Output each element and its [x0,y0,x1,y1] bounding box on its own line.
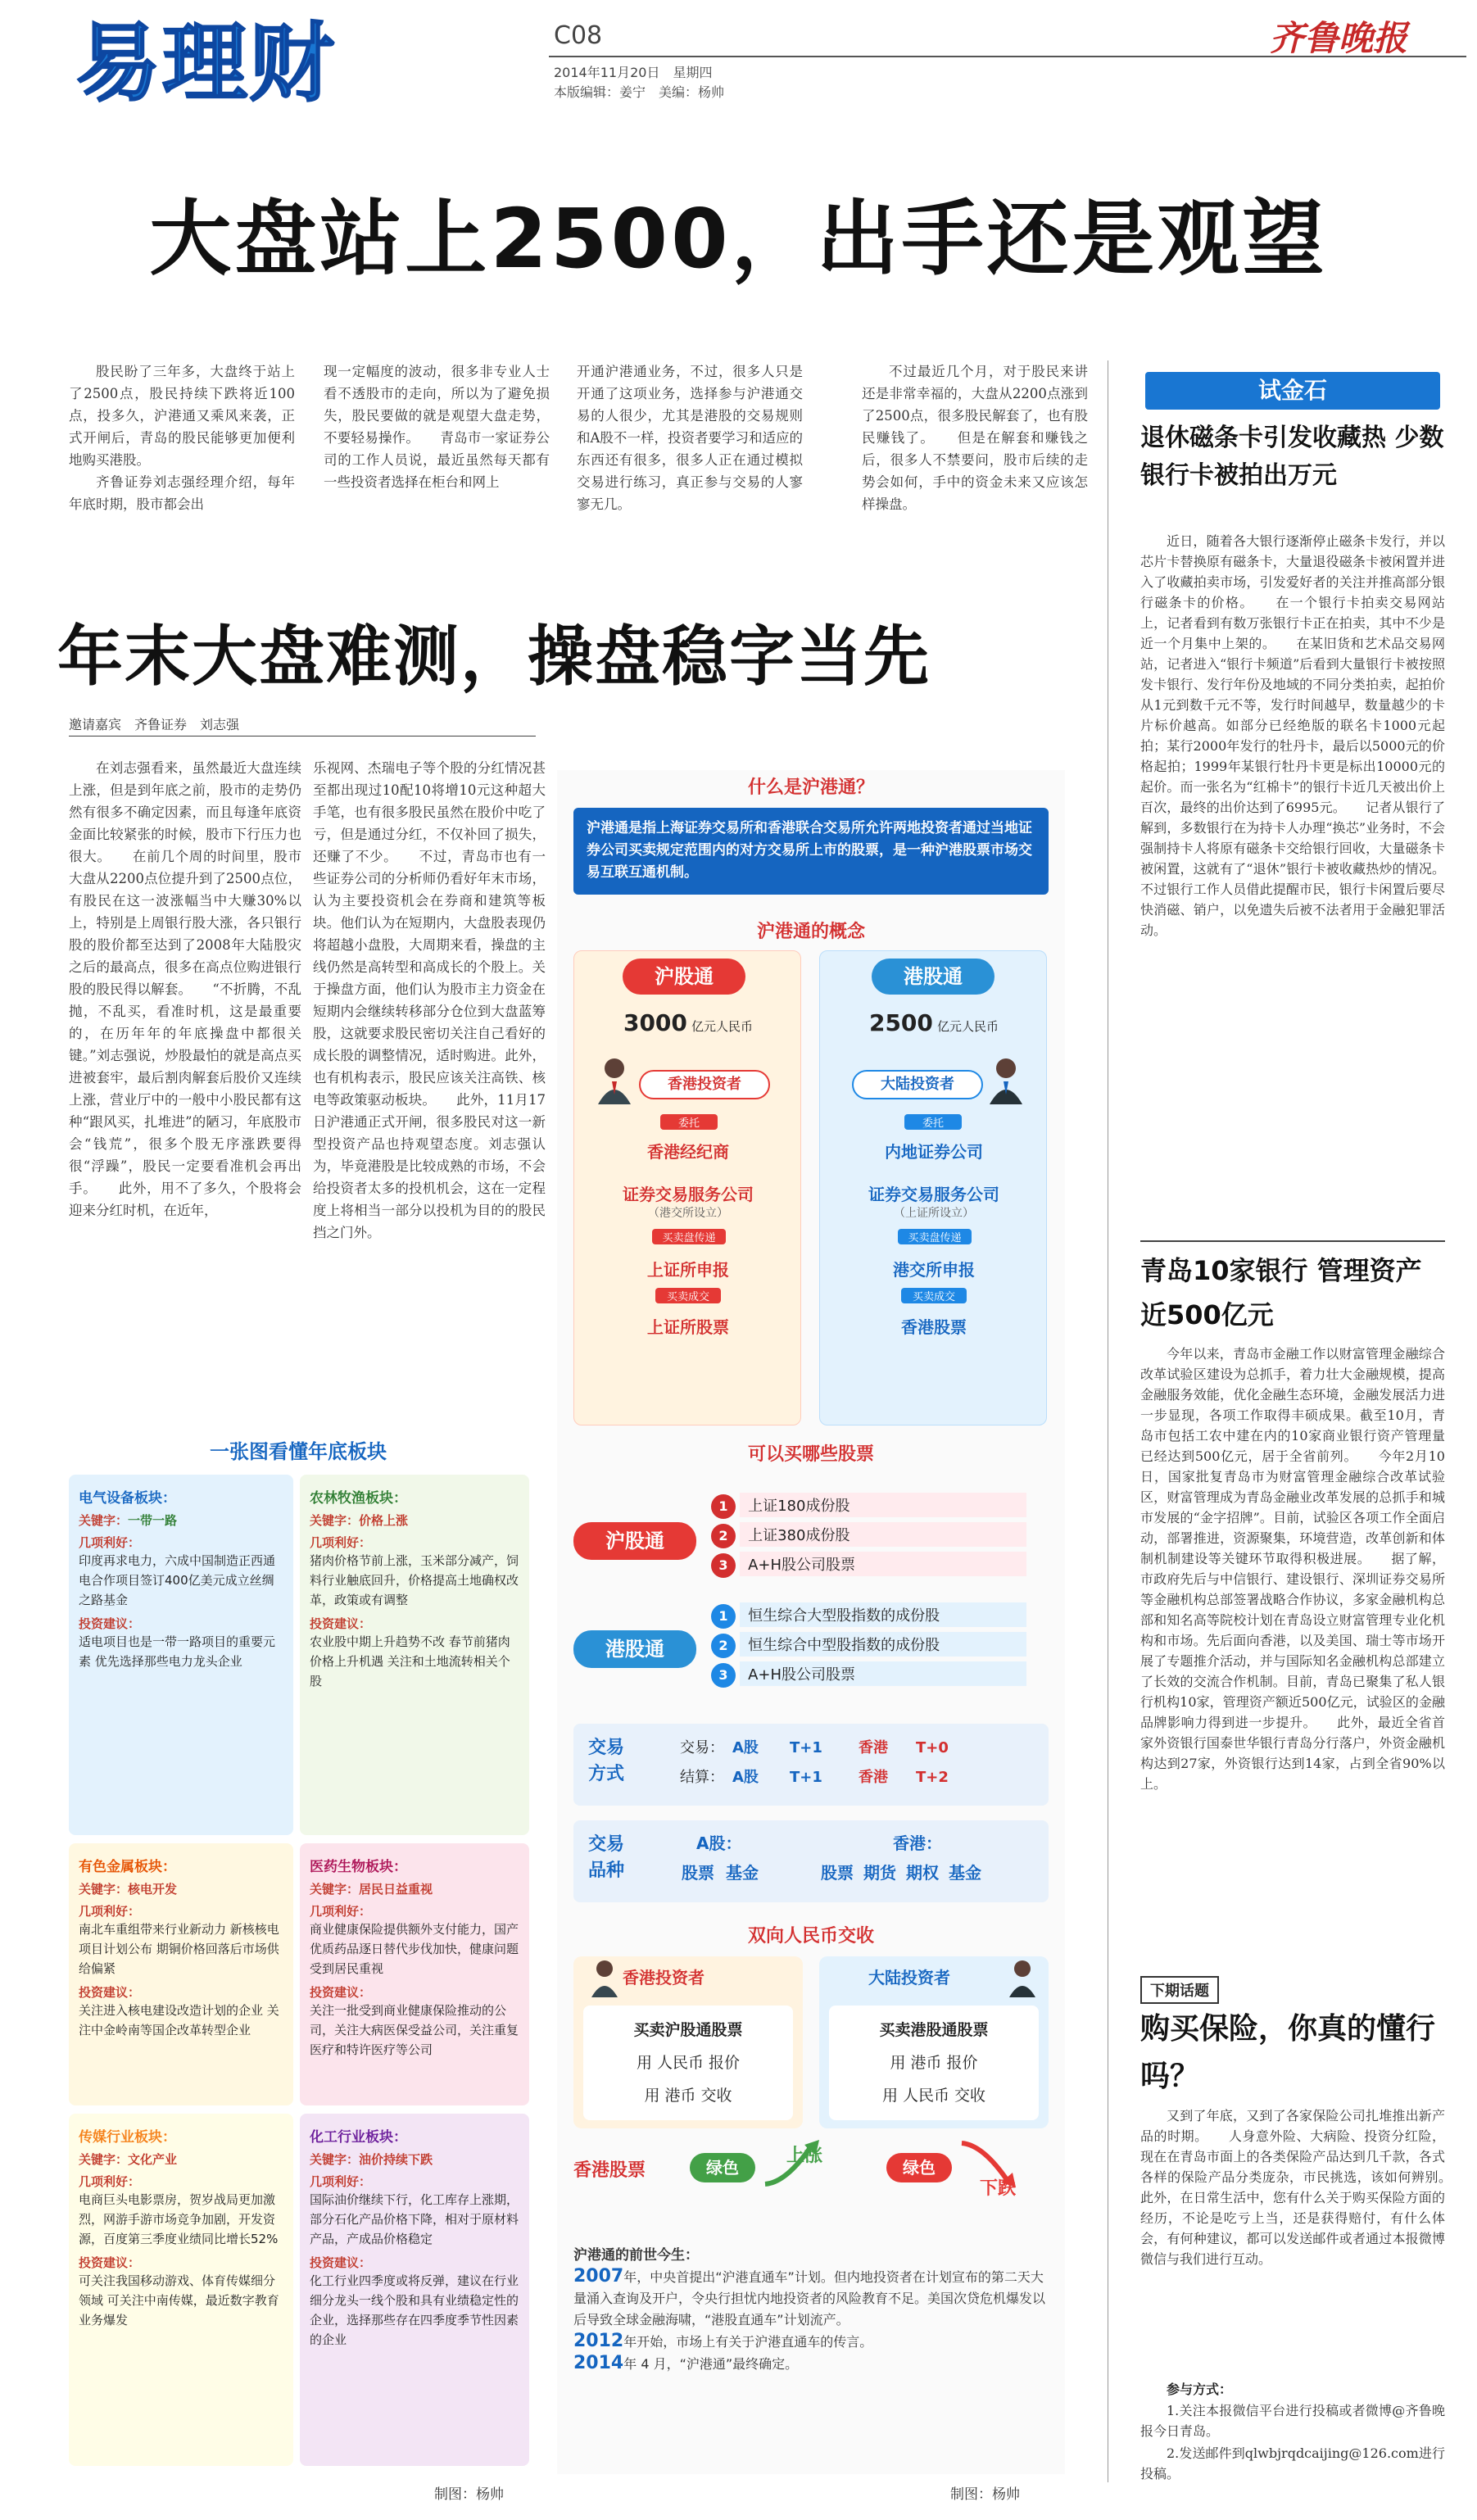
advice: 化工行业四季度或将反弹，建议在行业细分龙头一线个股和具有业绩稳定性的企业，选择那些存在四季度季节性因素的企业 [310,2273,519,2347]
article-col-2: 乐视网、杰瑞电子等个股的分红情况甚至都出现过10配10将增10元这种超大手笔，也有很多股民虽然在股价中吃了亏，但是通过分红，不仅补回了损失，还赚了不少。 不过，青岛市也有一些证券公司的分析师仍看好年末市场，认为主要投资机会在券商和建筑等板块。他们认为在短期内，大盘股表现仍将超越小盘股，大周期来看，操盘的主线仍然是高转型和高成长的个股上。关于操盘方面，他们认为股市主力资金在短期内会继续转移部分仓位到大盘蓝筹股，这就要求股民密切关注自己看好的成长股的调整情况，适时购进。此外，也有机构表示，股民应该关注高铁、核电等政策驱动板块。 此外，11月17日沪港通正式开闸，很多股民对这一新型投资产品也持观望态度。刘志强认为，毕竟港股是比较成熟的市场，不会给投资者太多的投机机会，这在一定程度上将相当一部分以投机为目的的股民挡之门外。 [313,760,546,1240]
hk-share: 香港 [859,1739,888,1756]
board-title: 医药生物板块： [310,1859,407,1875]
benefit-label: 几项利好： [310,1535,372,1550]
logo-text: 易理财 [75,13,337,113]
hk-items [711,1602,1039,1688]
intro-col-2: 现一定幅度的波动，很多非专业人士看不透股市的走向，所以为了避免损失，股民要做的就是观望大盘走势，不要轻易操作。 青岛市一家证券公司的工作人员说，最近虽然每天都有一些投资者选择在柜台和网上 [324,364,550,490]
item-number: 1 [711,1494,736,1519]
hk-arrow-3: 买卖成交 [901,1288,967,1303]
hk-quota [836,1009,1032,1036]
sh-investor: 香港投资者 [639,1070,770,1099]
row-label: 结算： [680,1769,724,1786]
green-down-badge: 绿色 [886,2153,952,2182]
history-text: 年 4 月，“沪港通”最终确定。 [623,2356,799,2372]
investor-icon [988,1057,1024,1104]
a-settle: T+1 [790,1739,822,1756]
hk-investor-label: 香港投资者 [623,1968,705,1987]
main-headline: 大盘站上2500，出手还是观望 [149,191,1328,287]
keyword: 文化产业 [128,2152,178,2167]
rmb-cn-line: 用 人民币 交收 [881,2087,986,2105]
advice: 关注一批受到商业健康保险推动的公司，关注大病医保受益公司，关注重复医疗和特许医疗等公司 [310,2003,519,2057]
history-item [573,2353,1049,2375]
second-headline: 年末大盘难测，操盘稳字当先 [57,619,931,695]
sh-service-note: （港交所设立） [648,1207,728,1220]
board-credit: 制图：杨帅 [434,2486,504,2503]
rmb-hk-line: 用 港币 交收 [644,2087,732,2105]
right-body-1: 近日，随着各大银行逐渐停止磁条卡发行，并以芯片卡替换原有磁条卡，大量退役磁条卡被闲置并进入了收藏拍卖市场，引发爱好者的关注并推高部分银行磁条卡的价格。 在一个银行卡拍卖交易网站上，记者看到有数万张银行卡正在拍卖，其中不少是近一个月集中上架的。 在某旧货和艺术品交易网站，记者进入“银行卡频道”后看到大量银行卡被按照发卡银行、发行年份及地域的不同分类拍卖，起拍价从1元到数千元不等，发行时间越早，数量越少的卡片标价越高。如部分已经绝版的联名卡1000元起拍；某行2000年发行的牡丹卡，最后以5000元的价格起拍；1999年某银行牡丹卡更是标出10000元的起价。而一张名为“红棉卡”的银行卡近几天被出价上百次，最终的出价达到了6995元。 记者从银行了解到，多数银行在为持卡人办理“换芯”业务时，不会强制持卡人将原有磁条卡交给银行回收，大量磁条卡被闲置，这就有了“退休”银行卡被收藏热炒的情况。不过银行工作人员借此提醒市民，银行卡闲置后要尽快消磁、销户，以免遗失后被不法者用于金融犯罪活动。 [1140,533,1445,938]
history-text: 年开始，市场上有关于沪港直通车的传言。 [623,2334,873,2350]
intro-col-4: 不过最近几个月，对于股民来讲还是非常幸福的，大盘从2200点涨到了2500点，很多股民解套了，也有股民赚钱了。 但是在解套和赚钱之后，很多人不禁要问，股市后续的走势会如何，手中的资金未来又应该怎样操盘。 [862,364,1088,512]
history-item [573,2331,1049,2353]
hk-service: 证券交易服务公司 [868,1185,999,1204]
board-title: 电气设备板块： [79,1490,176,1507]
keyword: 核电开发 [128,1882,178,1897]
sh-quota [590,1009,786,1036]
intro-col-3: 开通沪港通业务，不过，很多人只是开通了这项业务，选择参与沪港通交易的人很少，尤其是港股的交易规则和A股不一样，投资者要学习和适应的东西还有很多，很多人正在通过模拟交易进行练习，真正参与交易的人寥寥无几。 [577,364,803,512]
board-title: 化工行业板块： [310,2129,407,2146]
trade-mode-table [680,1734,1040,1793]
sh-quota-amount: 3000 [623,1009,687,1036]
var-item: 基金 [726,1863,759,1883]
benefit: 电商巨头电影票房，贺岁战局更加激烈，网游手游市场竞争加剧，开发资源，百度第三季度业绩同比增长52% [79,2192,279,2246]
right-headline-3: 购买保险，你真的懂行吗？ [1140,2012,1436,2093]
benefit-label: 几项利好： [79,1535,141,1550]
sh-buy-label: 沪股通 [573,1522,696,1560]
rmb-hk-inner [583,2006,793,2120]
trade-var-hk-items [821,1860,981,1883]
history-item [573,2266,1049,2331]
tag-shijinshi: 试金石 [1145,372,1440,410]
intro-col-1 [69,360,295,557]
sh-report: 上证所申报 [647,1260,729,1280]
sh-items [711,1493,1039,1578]
a-settle: T+1 [790,1769,822,1786]
right-body-3: 又到了年底，又到了各家保险公司扎堆推出新产品的时期。 人身意外险、大病险、投资分红险，现在在青岛市面上的各类保险产品达到几千款，各式各样的保险产品分类庞杂，市民挑选，该如何辨别。 此外，在日常生活中，您有什么关于购买保险方面的经历，不论是吃亏上当，还是获得赔付，有什么体会，有何种建议，都可以发送邮件或者通过本报微博微信与我们进行互动。 [1140,2108,1472,2267]
keyword-label: 关键字： [79,1513,129,1528]
sh-arrow-1: 委托 [660,1114,718,1130]
brand-name: 齐鲁晚报 [1270,18,1408,58]
buy-title: 可以买哪些股票 [747,1444,874,1465]
benefit-label: 几项利好： [310,1904,372,1919]
hk-arrow-2: 买卖盘传递 [898,1229,972,1244]
trade-mode-row [680,1734,1040,1763]
rmb-title: 双向人民币交收 [747,1926,874,1947]
hk-report: 港交所申报 [893,1260,975,1280]
benefit: 国际油价继续下行，化工库存上涨期，部分石化产品价格下降，相对于原材料产品，产成品价格稳定 [310,2192,519,2246]
join-title: 参与方式： [1167,2382,1233,2397]
a-share: A股 [732,1739,759,1756]
sh-quota-unit: 亿元人民币 [691,1019,754,1034]
sh-stock: 上证所股票 [647,1317,729,1337]
next-topic-tag: 下期话题 [1140,1976,1219,2004]
benefit: 南北车重组带来行业新动力 新核核电项目计划公布 期铜价格回落后市场供给偏紧 [79,1922,279,1976]
keyword-label: 关键字： [79,1882,129,1897]
benefit-label: 几项利好： [79,1904,141,1919]
keyword: 价格上涨 [359,1513,409,1528]
green-up-badge: 绿色 [690,2153,755,2182]
definition-text: 沪港通是指上海证券交易所和香港联合交易所允许两地投资者通过当地证券公司买卖规定范围内的对方交易所上市的股票，是一种沪港股票市场交易互联互通机制。 [587,820,1032,881]
hk-buy-label: 港股通 [573,1630,696,1668]
advice: 可关注我国移动游戏、体育传媒细分领域 可关注中南传媒，最近数字教育业务爆发 [79,2273,279,2327]
rmb-hk-line: 用 人民币 报价 [636,2054,741,2072]
trade-var-label: 交易品种 [588,1834,625,1881]
keyword: 油价持续下跌 [359,2152,433,2167]
board-medical [300,1843,529,2105]
advice-label: 投资建议： [310,2255,372,2270]
sh-arrow-3: 买卖成交 [655,1288,721,1303]
board-guide-title: 一张图看懂年底板块 [210,1440,387,1463]
sh-item: A+H股公司股票 [740,1552,1026,1576]
cn-investor-label: 大陆投资者 [868,1968,950,1987]
hk-service-note: （上证所设立） [894,1207,974,1220]
trade-mode-label: 交易方式 [588,1738,625,1784]
sh-broker: 香港经纪商 [647,1142,729,1162]
hk-arrow-1: 委托 [904,1114,962,1130]
var-item: 股票 [821,1863,854,1883]
board-electric [69,1475,293,1835]
up-label: 上涨 [786,2146,823,2166]
board-media [69,2114,293,2466]
advice: 适电项目也是一带一路项目的重要元素 优先选择那些电力龙头企业 [79,1634,276,1669]
hk-quota-amount: 2500 [868,1009,933,1036]
down-label: 下跌 [980,2178,1017,2199]
history-year: 2007 [573,2266,624,2287]
item-number: 3 [711,1553,736,1578]
advice-label: 投资建议： [310,1985,372,2000]
investor-icon [590,1960,619,1997]
rmb-hk-line: 买卖沪股通股票 [633,2021,743,2039]
intro-p2: 齐鲁证券刘志强经理介绍，每年年底时期，股市都会出 [69,474,295,512]
advice-label: 投资建议： [310,1616,372,1631]
benefit-label: 几项利好： [310,2174,372,2189]
var-item: 基金 [949,1863,981,1883]
rmb-cn-line: 用 港币 报价 [890,2054,978,2072]
board-title: 农林牧渔板块： [310,1490,407,1507]
trade-mode-row [680,1763,1040,1793]
right-body-2: 今年以来，青岛市金融工作以财富管理金融综合改革试验区建设为总抓手，着力壮大金融规模，提高金融服务效能，优化金融生态环境，金融发展活力进一步显现，各项工作取得丰硕成果。截至10月，青岛市包括工农中建在内的10家商业银行资产管理量已经达到500亿元，居于全省前列。 今年2月10日，国家批复青岛市为财富管理金融综合改革试验区，财富管理成为青岛金融业改革发展的总抓手和城市发展的“金字招牌”。目前，试验区各项工作全面启动，部署推进，资源聚集，环境营造，改革创新和体制机制建设等关键环节取得积极进展。 据了解，市政府先后与中信银行、建设银行、深圳证券交易所等金融机构总部签署战略合作协议，多家金融机构总部和知名高等院校计划在青岛设立财富管理专业化机构和市场。先后面向香港，以及美国、瑞士等市场开展了专题推介活动，并与国际知名金融机构总部建立了长效的交流合作机制。目前，青岛已聚集了私人银行机构10家，管理资产额近500亿元，试验区的金融品牌影响力得到进一步提升。 此外，最近全省首家外资银行国泰世华银行青岛分行落户，外资金融机构达到27家，外资银行达到14家，占到全省90%以上。 [1140,1346,1445,1792]
benefit: 商业健康保险提供额外支付能力，国产优质药品逐日替代步伐加快，健康问题受到居民重视 [310,1922,519,1976]
history-list [573,2266,1049,2375]
board-chemical [300,2114,529,2466]
advice: 农业股中期上升趋势不改 春节前猪肉价格上升机遇 关注和土地流转相关个股 [310,1634,510,1688]
page-code: C08 [554,21,603,50]
rmb-cn-line: 买卖港股通股票 [879,2021,989,2039]
hk-connect-label: 港股通 [872,959,994,995]
rmb-cn-inner [829,2006,1039,2120]
item-number: 1 [711,1604,736,1629]
masthead-logo [75,15,485,111]
hk-item: A+H股公司股票 [740,1661,1026,1686]
var-item: 期货 [863,1863,896,1883]
trade-var-hk-head: 香港： [893,1833,942,1853]
join-2: 2.发送邮件到qlwbjrqdcaijing@126.com进行投稿。 [1140,2445,1445,2481]
sh-arrow-2: 买卖盘传递 [652,1229,726,1244]
row-label: 交易： [680,1739,724,1756]
hk-item: 恒生综合中型股指数的成份股 [740,1632,1026,1657]
a-share: A股 [732,1769,759,1786]
advice-label: 投资建议： [79,1985,141,2000]
editor-line: 本版编辑：姜宁 美编：杨帅 [554,84,725,100]
date-line: 2014年11月20日 星期四 [554,65,713,80]
right-rule-1 [1140,1240,1445,1242]
hk-share: 香港 [859,1769,888,1786]
keyword-label: 关键字： [79,2152,129,2167]
trade-var-a-head: A股： [696,1833,742,1853]
keyword-label: 关键字： [310,2152,360,2167]
byline-rule [69,736,536,737]
benefit: 猪肉价格节前上涨，玉米部分减产，饲料行业触底回升，价格提高土地确权改革，政策或有调整 [310,1553,519,1607]
article-col-1: 在刘志强看来，虽然最近大盘连续上涨，但是到年底之前，股市的走势仍然有很多不确定因素，而且每逢年底资金面比较紧张的时候，股市下行压力也很大。 在前几个周的时间里，股市大盘从2200点位提升到了2500点位，有股民在这一波涨幅当中大赚30%以上，特别是上周银行股大涨，各只银行股的股价都至达到了2008年大陆股灾之后的最高点，很多在高点位购进银行股的股民得以解套。 “不折腾，不乱抛，不乱买，看准时机，这是最重要的，在历年年的年底操盘中都很关键。”刘志强说，炒股最怕的就是高点买进被套牢，最后割肉解套后股价又连续上涨，营业厅中的一般中小股民都有这种“跟风买，扎堆进”的陋习，年底股市会“钱荒”，很多个股无序涨跌要得很“浮躁”，股民一定要看准机会再出手。 此外，用不了多久，个股将会迎来分红时机，在近年， [69,760,301,1218]
item-number: 2 [711,1524,736,1548]
keyword: 一带一路 [128,1513,178,1528]
hk-settle: T+0 [916,1739,949,1756]
hk-settle: T+2 [916,1769,949,1786]
sh-service: 证券交易服务公司 [623,1185,754,1204]
board-title: 有色金属板块： [79,1859,176,1875]
history-text: 年，中央首提出“沪港直通车”计划。但内地投资者在计划宣布的第二天大量涌入查询及开户，令央行担忧内地投资者的风险教育不足。美国次贷危机爆发以后导致全球金融海啸，“港股直通车”计划流产。 [573,2269,1046,2327]
board-title: 传媒行业板块： [79,2129,176,2146]
board-metal [69,1843,293,2105]
hk-stock-label: 香港股票 [573,2160,646,2181]
item-number: 2 [711,1634,736,1658]
history-year: 2014 [573,2353,624,2373]
right-headline-2: 青岛10家银行 管理资产近500亿元 [1140,1255,1422,1330]
var-item: 股票 [682,1863,714,1883]
hk-credit: 制图：杨帅 [950,2486,1020,2503]
investor-icon [1008,1960,1037,1997]
advice-label: 投资建议： [79,2255,141,2270]
keyword-label: 关键字： [310,1513,360,1528]
board-agri [300,1475,529,1835]
intro-p1: 股民盼了三年多，大盘终于站上了2500点，股民持续下跌将近100点，投多久，沪港通又乘风来袭，正式开闸后，青岛的股民能够更加便利地购买港股。 [69,364,295,468]
trade-var-a-items [682,1860,759,1883]
advice-label: 投资建议： [79,1616,141,1631]
byline: 邀请嘉宾 齐鲁证券 刘志强 [69,717,240,732]
hk-broker: 内地证券公司 [885,1142,983,1162]
right-headline-1: 退休磁条卡引发收藏热 少数银行卡被拍出万元 [1140,424,1444,490]
sh-item: 上证180成份股 [740,1493,1026,1517]
hk-stock: 香港股票 [901,1317,967,1337]
benefit-label: 几项利好： [79,2174,141,2189]
var-item: 期权 [906,1863,939,1883]
advice: 关注进入核电建设改造计划的企业 关注中金岭南等国企改革转型企业 [79,2003,279,2037]
keyword-label: 关键字： [310,1882,360,1897]
concept-title: 沪港通的概念 [756,922,865,942]
join-1: 1.关注本报微信平台进行投稿或者微博@齐鲁晚报今日青岛。 [1140,2403,1445,2439]
q-title: 什么是沪港通？ [747,777,874,798]
history-title: 沪港通的前世今生： [573,2247,699,2264]
sh-connect-label: 沪股通 [623,959,745,995]
investor-icon [596,1057,632,1104]
benefit: 印度再求电力，六成中国制造正西通电合作项目签订400亿美元成立丝绸之路基金 [79,1553,276,1607]
hk-quota-unit: 亿元人民币 [937,1019,999,1034]
sh-item: 上证380成份股 [740,1522,1026,1547]
hk-item: 恒生综合大型股指数的成份股 [740,1602,1026,1627]
cn-investor: 大陆投资者 [852,1070,983,1099]
definition-box [573,808,1049,895]
item-number: 3 [711,1663,736,1688]
history-year: 2012 [573,2331,624,2351]
keyword: 居民日益重视 [359,1882,433,1897]
